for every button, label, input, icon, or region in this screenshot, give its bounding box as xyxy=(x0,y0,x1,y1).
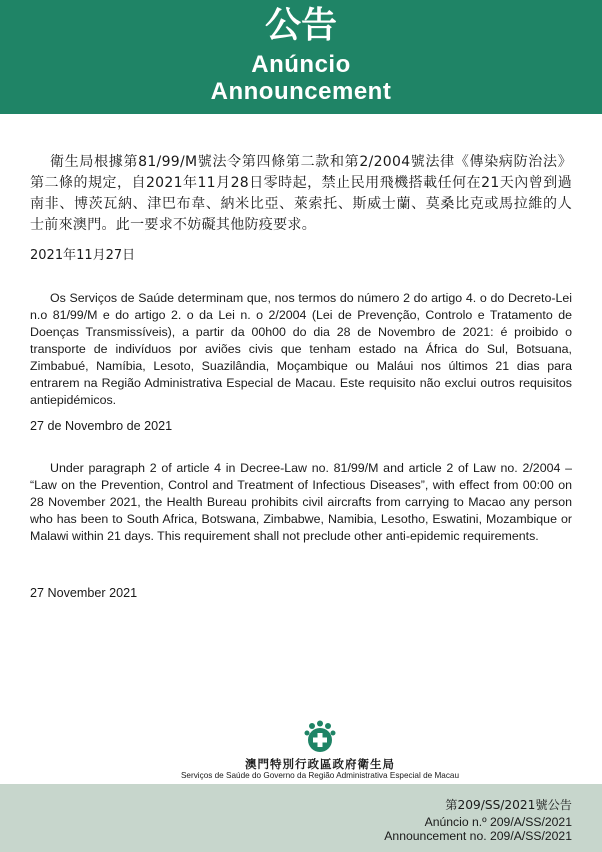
title-english: Announcement xyxy=(210,78,392,105)
health-bureau-logo-icon xyxy=(303,720,337,754)
organization-name-chinese: 澳門特別行政區政府衛生局 xyxy=(245,757,395,771)
chinese-date: 2021年11月27日 xyxy=(30,248,136,263)
portuguese-date: 27 de Novembro de 2021 xyxy=(30,419,173,433)
portuguese-paragraph: Os Serviços de Saúde determinam que, nos termos do número 2 do artigo 4. o do Decreto-Lei n.o 81/99/M e do artigo 2. o da Lei n. o 2/2004 (Lei de Prevenção, Controlo e Tratamento de Doenças Transmissíveis), a partir da 00h00 do dia 28 de Novembro de 2021: é proibido o transporte de indivíduos por aviões civis que tenham estado na África do Sul, Botsuana, Zimbabué, Namíbia, Lesoto, Suazilândia, Moçambique ou Maláui nos últimos 21 dias para entrarem na Região Administrativa Especial de Macau. Este requisito não exclui outros requisitos antiepidémicos. xyxy=(30,291,572,407)
reference-footer xyxy=(0,784,602,852)
english-paragraph: Under paragraph 2 of article 4 in Decree-Law no. 81/99/M and article 2 of Law no. 2/2004 – “Law on the Prevention, Control and Treatment of Infectious Diseases”, with effect from 00:00 on 28 November 2021, the Health Bureau prohibits civil aircrafts from carrying to Macao any person who has been to South Africa, Botswana, Zimbabwe, Namibia, Lesotho, Eswatini, Mozambique or Malawi within 21 days. This requirement shall not preclude other anti-epidemic requirements. xyxy=(30,461,572,543)
reference-number-chinese: 第209/SS/2021號公告 xyxy=(445,798,572,812)
announcement-header xyxy=(0,0,602,114)
reference-number-english: Announcement no. 209/A/SS/2021 xyxy=(384,829,572,843)
reference-number-portuguese: Anúncio n.º 209/A/SS/2021 xyxy=(424,815,572,829)
chinese-paragraph: 衛生局根據第81/99/M號法令第四條第二款和第2/2004號法律《傳染病防治法》第二條的規定，自2021年11月28日零時起，禁止民用飛機搭載任何在21天內曾到過南非、博茨瓦納、津巴布韋、納米比亞、萊索托、斯威士蘭、莫桑比克或馬拉維的人士前來澳門。此一要求不妨礙其他防疫要求。 xyxy=(30,154,572,233)
organization-name-portuguese: Serviços de Saúde do Governo da Região Administrativa Especial de Macau xyxy=(180,771,460,780)
english-date: 27 November 2021 xyxy=(30,586,138,600)
title-portuguese: Anúncio xyxy=(251,51,351,78)
title-chinese: 公告 xyxy=(264,5,337,46)
